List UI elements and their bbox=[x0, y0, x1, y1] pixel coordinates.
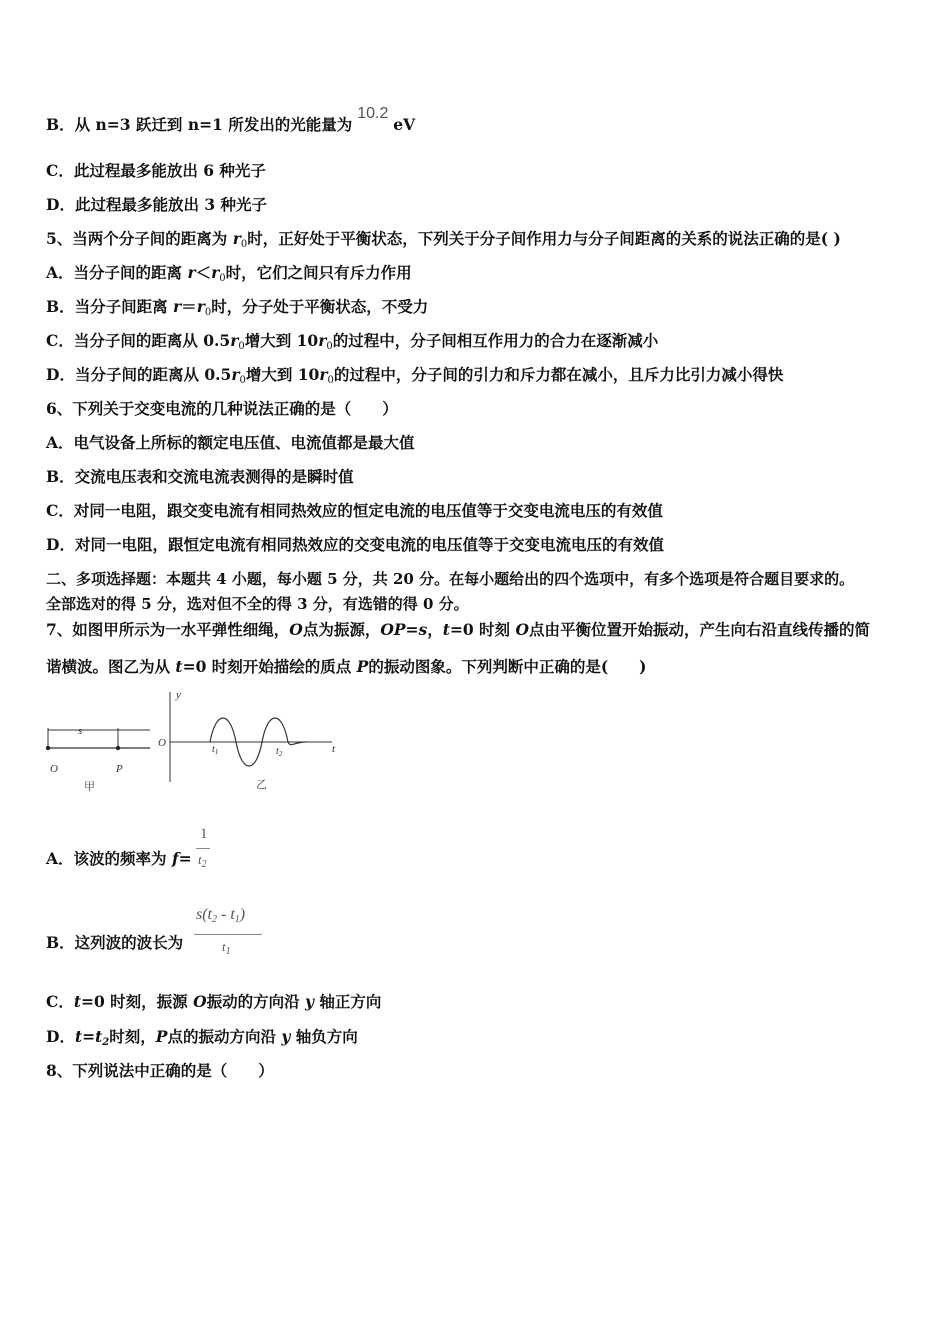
fig-jia-label: 甲 bbox=[84, 781, 95, 793]
q6-option-c: C．对同一电阻，跟交变电流有相同热效应的恒定电流的电压值等于交变电流电压的有效值 bbox=[46, 501, 663, 520]
q4-option-d: D．此过程最多能放出 3 种光子 bbox=[46, 195, 268, 214]
section-2-heading: 二、多项选择题：本题共 4 小题，每小题 5 分，共 20 分。在每小题给出的四个选项中，有多个选项是符合题目要求的。 bbox=[46, 570, 855, 588]
q8-stem: 8、下列说法中正确的是（ ） bbox=[46, 1061, 274, 1080]
q7-b-frac-bar bbox=[194, 934, 262, 935]
q7-option-b: B．这列波的波长为 bbox=[46, 933, 184, 952]
fig-o-label: O bbox=[50, 763, 58, 775]
fig-y-label: y bbox=[176, 689, 181, 701]
q7-stem-line1: 7、如图甲所示为一水平弹性细绳，O点为振源，OP=s，t=0 时刻 O点由平衡位置开始振动，产生向右沿直线传播的简 bbox=[46, 620, 870, 639]
q7-stem-line2: 谐横波。图乙为从 t=0 时刻开始描绘的质点 P的振动图象。下列判断中正确的是( ) bbox=[46, 657, 647, 676]
fig-s-label: s bbox=[78, 725, 83, 737]
q4-option-b-value: 10.2 bbox=[357, 105, 389, 122]
q5-option-c: C．当分子间的距离从 $0.5r_0$增大到 $10r_0$的过程中，分子间相互作用力的合力在逐渐减小 bbox=[46, 331, 659, 352]
q5-stem: 5、当两个分子间的距离为 $r_0$时，正好处于平衡状态，下列关于分子间作用力与分子间距离的关系的说法正确的是( ) bbox=[46, 229, 841, 250]
q7-a-frac-bar bbox=[196, 848, 210, 849]
q7-a-frac-num: 1 bbox=[200, 826, 208, 842]
q5-option-d: D．当分子间的距离从 $0.5r_0$增大到 $10r_0$的过程中，分子间的引力和斥力都在减小，且斥力比引力减小得快 bbox=[46, 365, 784, 386]
q4-option-b: B．从 n=3 跃迁到 n=1 所发出的光能量为 10.2 eV bbox=[46, 105, 416, 134]
q4-option-c: C．此过程最多能放出 6 种光子 bbox=[46, 161, 266, 180]
section-2-note: 全部选对的得 5 分，选对但不全的得 3 分，有选错的得 0 分。 bbox=[46, 595, 469, 613]
fig-t1-label: $t_1$ bbox=[212, 744, 219, 756]
q7-figure bbox=[40, 686, 350, 798]
fig-p-label: P bbox=[116, 763, 123, 775]
q7-option-c: C．t=0 时刻，振源 O振动的方向沿 y 轴正方向 bbox=[46, 992, 382, 1011]
q7-option-a: A．该波的频率为 f= bbox=[46, 849, 192, 868]
fig-t-label: t bbox=[332, 743, 336, 755]
q6-option-d: D．对同一电阻，跟恒定电流有相同热效应的交变电流的电压值等于交变电流电压的有效值 bbox=[46, 535, 664, 554]
fig-yi-label: 乙 bbox=[256, 779, 267, 791]
q5-option-a: A．当分子间的距离 $r<r_0$时，它们之间只有斥力作用 bbox=[46, 263, 412, 284]
fig-t2-label: $t_2$ bbox=[276, 746, 283, 758]
q6-option-b: B．交流电压表和交流电流表测得的是瞬时值 bbox=[46, 467, 354, 486]
q7-b-frac-den: $t_1$ bbox=[222, 939, 231, 957]
q7-b-frac-num: $s(t_2 - t_1)$ bbox=[196, 906, 246, 925]
q6-option-a: A．电气设备上所标的额定电压值、电流值都是最大值 bbox=[46, 433, 415, 452]
fig-o2-label: O bbox=[158, 737, 166, 749]
q5-option-b: B．当分子间距离 $r=r_0$时，分子处于平衡状态，不受力 bbox=[46, 297, 429, 318]
q7-a-frac-den: $t_2$ bbox=[198, 852, 207, 870]
q6-stem: 6、下列关于交变电流的几种说法正确的是（ ） bbox=[46, 399, 398, 418]
q7-option-d: D．$t=t_2$时刻，P点的振动方向沿 y 轴负方向 bbox=[46, 1027, 358, 1048]
